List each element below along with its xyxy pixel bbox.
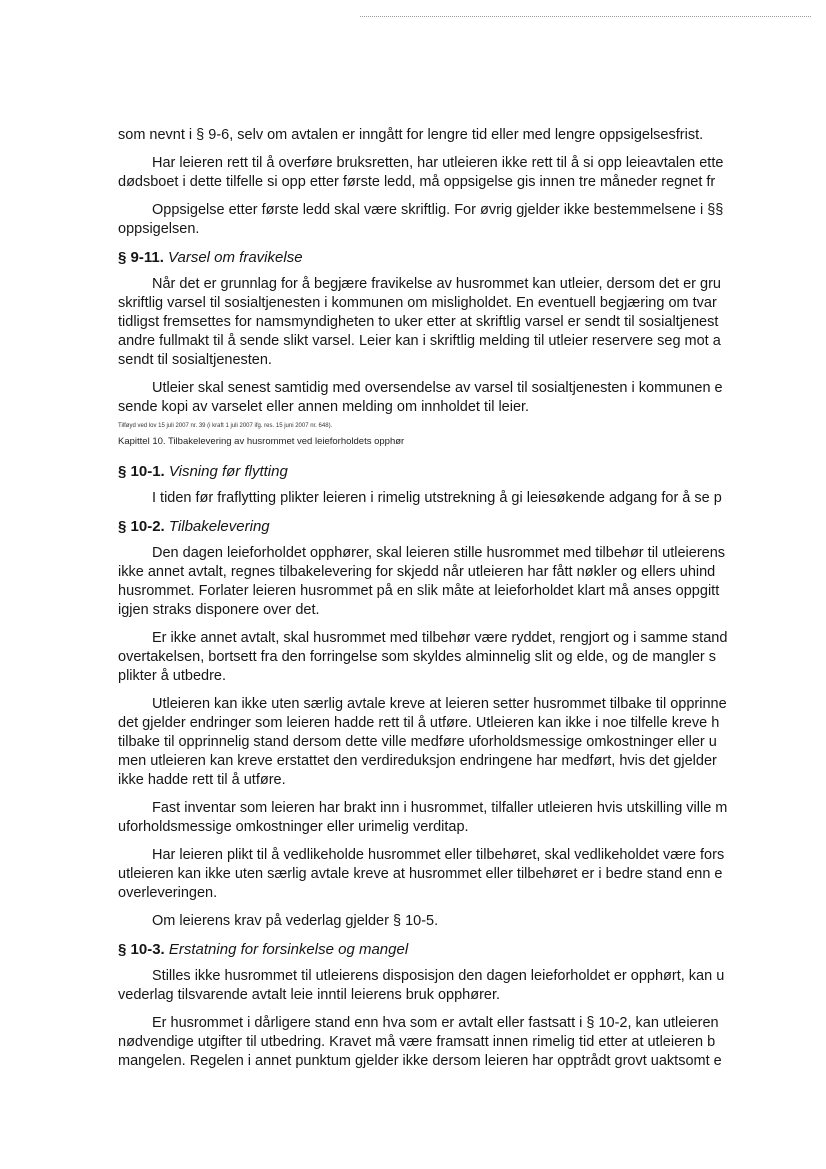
paragraph: Utleieren kan ikke uten særlig avtale kreve at leieren setter husrommet tilbake til opprinne det gjelder endringer som leieren hadde rett til å utføre. Utleieren kan ikke i noe tilfelle kreve h tilbake til opprinnelig stand dersom dette ville medføre uforholdsmessige omkostninger eller u men utleieren kan kreve erstattet den verdireduksjon endringene har medført, hvis det gjelder ikke hadde rett til å utføre. xyxy=(118,696,727,788)
section-heading-9-11: § 9-11. Varsel om fravikelse xyxy=(118,249,303,266)
paragraph: Er husrommet i dårligere stand enn hva som er avtalt eller fastsatt i § 10-2, kan utleieren nødvendige utgifter til utbedring. Kravet må være framsatt innen rimelig tid etter at utleieren b mangelen. Regelen i annet punktum gjelder ikke dersom leieren har opptrådt grovt uaktsomt e xyxy=(118,1015,722,1069)
paragraph: Har leieren rett til å overføre bruksretten, har utleieren ikke rett til å si opp leieavtalen ette dødsboet i dette tilfelle si opp etter første ledd, må oppsigelse gis innen tre måneder regnet fr xyxy=(118,155,724,190)
section-heading-10-3: § 10-3. Erstatning for forsinkelse og mangel xyxy=(118,941,409,958)
paragraph: Er ikke annet avtalt, skal husrommet med tilbehør være ryddet, rengjort og i samme stand overtakelsen, bortsett fra den forringelse som skyldes alminnelig slit og elde, og de mangler s plikter å utbedre. xyxy=(118,630,728,684)
section-heading-10-1: § 10-1. Visning før flytting xyxy=(118,463,288,480)
paragraph: Utleier skal senest samtidig med oversendelse av varsel til sosialtjenesten i kommunen e sende kopi av varselet eller annen melding om innholdet til leier. xyxy=(118,380,723,415)
paragraph: I tiden før fraflytting plikter leieren i rimelig utstrekning å gi leiesøkende adgang for å se p xyxy=(152,490,722,506)
paragraph: Oppsigelse etter første ledd skal være skriftlig. For øvrig gjelder ikke bestemmelsene i §§ oppsigelsen. xyxy=(118,202,724,237)
law-text-page xyxy=(118,126,826,1080)
chapter-heading: Kapittel 10. Tilbakelevering av husrommet ved leieforholdets opphør xyxy=(118,436,405,447)
paragraph: Fast inventar som leieren har brakt inn i husrommet, tilfaller utleieren hvis utskilling ville m uforholdsmessige omkostninger eller urimelig verditap. xyxy=(118,800,728,835)
paragraph: Om leierens krav på vederlag gjelder § 10-5. xyxy=(152,913,439,929)
paragraph: Har leieren plikt til å vedlikeholde husrommet eller tilbehøret, skal vedlikeholdet være fors utleieren kan ikke uten særlig avtale kreve at husrommet eller tilbehøret er i bedre stand enn e overleveringen. xyxy=(118,847,725,901)
paragraph: Stilles ikke husrommet til utleierens disposisjon den dagen leieforholdet er opphørt, kan u vederlag tilsvarende avtalt leie inntil leierens bruk opphører. xyxy=(118,968,725,1003)
paragraph: som nevnt i § 9-6, selv om avtalen er inngått for lengre tid eller med lengre oppsigelsesfrist. xyxy=(118,127,704,143)
paragraph: Når det er grunnlag for å begjære fravikelse av husrommet kan utleier, dersom det er gru skriftlig varsel til sosialtjenesten i kommunen om misligholdet. En eventuell begjæring om tvar tidligst fremsettes for namsmyndigheten to uker etter at skriftlig varsel er sendt til sosialtjenest andre fullmakt til å sende slikt varsel. Leier kan i skriftlig melding til utleier reservere seg mot a sendt til sosialtjenesten. xyxy=(118,276,721,368)
scan-edge-line xyxy=(360,16,815,17)
paragraph: Den dagen leieforholdet opphører, skal leieren stille husrommet med tilbehør til utleierens ikke annet avtalt, regnes tilbakelevering for skjedd når utleieren har fått nøkler og ellers uhind husrommet. Forlater leieren husrommet på en slik måte at leieforholdet klart må anses oppgitt igjen straks disponere over det. xyxy=(118,545,726,618)
amendment-note: Tilføyd ved lov 15 juli 2007 nr. 39 (i kraft 1 juli 2007 ifg. res. 15 juni 2007 nr. 648). xyxy=(118,423,333,429)
section-heading-10-2: § 10-2. Tilbakelevering xyxy=(118,518,270,535)
page-edge-clip xyxy=(812,0,826,1169)
